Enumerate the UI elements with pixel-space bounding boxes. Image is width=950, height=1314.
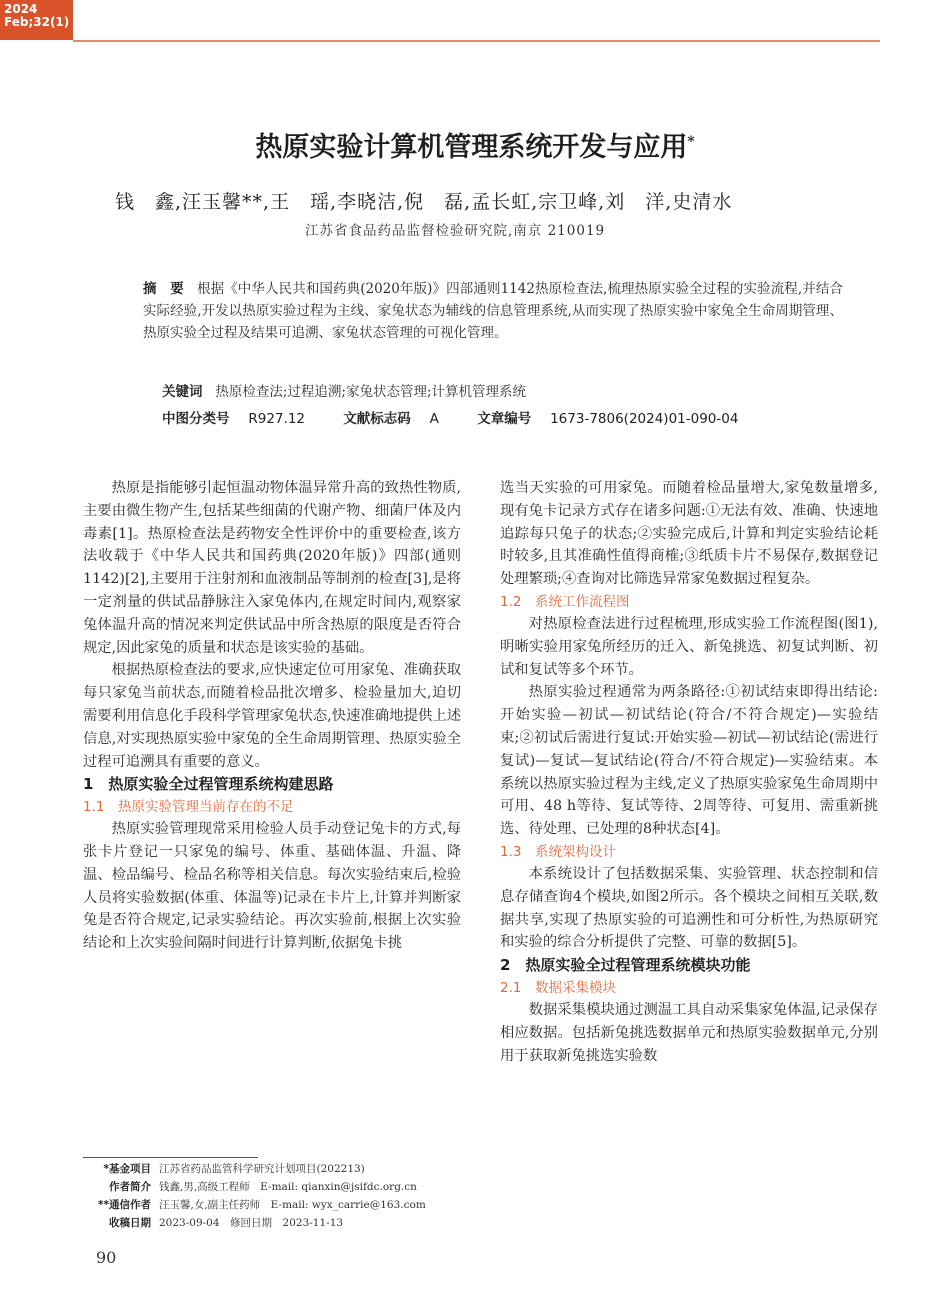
footnote-funding: *基金项目 江苏省药品监管科学研究计划项目(202213): [103, 1163, 365, 1175]
title-footnote-mark: *: [687, 134, 695, 150]
article-no-value: 1673-7806(2024)01-090-04: [550, 411, 739, 427]
doc-code-value: A: [429, 411, 439, 427]
footnote-divider: [83, 1157, 258, 1158]
section-2-heading: 2 热原实验全过程管理系统模块功能: [500, 956, 751, 975]
footnote-corresponding: **通信作者 汪玉馨,女,副主任药师 E-mail: wyx_carrie@163.com: [98, 1199, 426, 1211]
author-list: 钱 鑫,汪玉馨**,王 瑶,李晓洁,倪 磊,孟长虹,宗卫峰,刘 洋,史清水: [115, 191, 733, 213]
abstract: [143, 278, 843, 344]
section-1-heading: 1 热原实验全过程管理系统构建思路: [83, 775, 334, 794]
paper-title: 热原实验计算机管理系统开发与应用*: [255, 132, 695, 163]
article-no-label: 文章编号: [477, 411, 532, 427]
left-column: [83, 477, 461, 955]
header-rule: [73, 40, 880, 42]
journal-issue-badge: [0, 0, 73, 40]
classification-line: [162, 407, 738, 427]
abstract-label: 摘 要: [143, 281, 184, 297]
footnote-dates: 收稿日期 2023-09-04 修回日期 2023-11-13: [109, 1217, 344, 1229]
clc-label: 中图分类号: [162, 411, 230, 427]
continued-paragraph: 选当天实验的可用家兔。而随着检品量增大,家兔数量增多,现有兔卡记录方式存在诸多问题:①无法有效、准确、快速地追踪每只兔子的状态;②实验完成后,计算和判定实验结论耗时较多,且其准确性值得商榷;③纸质卡片不易保存,数据登记处理繁琐;④查询对比筛选异常家兔数据过程复杂。: [500, 480, 878, 588]
keywords-text: 热原检查法;过程追溯;家兔状态管理;计算机管理系统: [215, 384, 527, 400]
section-2-1-heading: 2.1 数据采集模块: [500, 979, 616, 996]
section-1-2-paragraph-2: 热原实验过程通常为两条路径:①初试结束即得出结论:开始实验—初试—初试结论(符合/不符合规定)—实验结束;②初试后需进行复试:开始实验—初试—初试结论(需进行复试)—复试—复试结论(符合/不符合规定)—实验结束。本系统以热原实验过程为主线,定义了热原实验家兔生命周期中可用、48 h等待、复试等待、2周等待、可复用、需重新挑选、待处理、已处理的8种状态[4]。: [500, 684, 878, 838]
intro-paragraph-1: 热原是指能够引起恒温动物体温异常升高的致热性物质,主要由微生物产生,包括某些细菌的代谢产物、细菌尸体及内毒素[1]。热原检查法是药物安全性评价中的重要检查,该方法收载于《中华人民共和国药典(2020年版)》四部(通则1142)[2],主要用于注射剂和血液制品等制剂的检查[3],是将一定剂量的供试品静脉注入家兔体内,在规定时间内,观察家兔体温升高的情况来判定供试品中所含热原的限度是否符合规定,因此家兔的质量和状态是该实验的基础。: [83, 480, 461, 656]
section-1-1-heading: 1.1 热原实验管理当前存在的不足: [83, 799, 294, 816]
clc-value: R927.12: [248, 411, 305, 427]
keywords: [162, 380, 526, 400]
section-1-3-paragraph: 本系统设计了包括数据采集、实验管理、状态控制和信息存储查询4个模块,如图2所示。各个模块之间相互关联,数据共享,实现了热原实验的可追溯性和可分析性,为热原研究和实验的综合分析提供了完整、可靠的数据[5]。: [500, 865, 878, 951]
section-1-3-heading: 1.3 系统架构设计: [500, 843, 616, 860]
footnotes: [83, 1160, 426, 1232]
keywords-label: 关键词: [162, 384, 203, 400]
page-number: 90: [96, 1248, 117, 1267]
section-1-2-paragraph-1: 对热原检查法进行过程梳理,形成实验工作流程图(图1),明晰实验用家兔所经历的迁入、新兔挑选、初复试判断、初试和复试等多个环节。: [500, 615, 878, 678]
intro-paragraph-2: 根据热原检查法的要求,应快速定位可用家兔、准确获取每只家兔当前状态,而随着检品批次增多、检验量加大,迫切需要利用信息化手段科学管理家兔状态,快速准确地提供上述信息,对实现热原实验中家兔的全生命周期管理、热原实验全过程可追溯具有重要的意义。: [83, 662, 461, 770]
section-1-1-paragraph: 热原实验管理现常采用检验人员手动登记兔卡的方式,每张卡片登记一只家兔的编号、体重、基础体温、升温、降温、检品编号、检品名称等相关信息。每次实验结束后,检验人员将实验数据(体重、体温等)记录在卡片上,计算并判断家兔是否符合规定,记录实验结论。再次实验前,根据上次实验结论和上次实验间隔时间进行计算判断,依据兔卡挑: [83, 821, 461, 952]
badge-year: 2024: [4, 2, 38, 16]
doc-code-label: 文献标志码: [343, 411, 411, 427]
affiliation: 江苏省食品药品监督检验研究院,南京 210019: [305, 223, 606, 239]
badge-issue: Feb;32(1): [4, 15, 70, 29]
footnote-author-bio: 作者简介 钱鑫,男,高级工程师 E-mail: qianxin@jsifdc.org.cn: [109, 1181, 417, 1193]
section-1-2-heading: 1.2 系统工作流程图: [500, 593, 630, 610]
section-2-1-paragraph: 数据采集模块通过测温工具自动采集家兔体温,记录保存相应数据。包括新兔挑选数据单元和热原实验数据单元,分别用于获取新兔挑选实验数: [500, 1001, 878, 1064]
abstract-text: 根据《中华人民共和国药典(2020年版)》四部通则1142热原检查法,梳理热原实验全过程的实验流程,并结合实际经验,开发以热原实验过程为主线、家兔状态为辅线的信息管理系统,从而实现了热原实验中家兔全生命周期管理、热原实验全过程及结果可追溯、家兔状态管理的可视化管理。: [143, 281, 844, 341]
right-column: [500, 477, 878, 1067]
